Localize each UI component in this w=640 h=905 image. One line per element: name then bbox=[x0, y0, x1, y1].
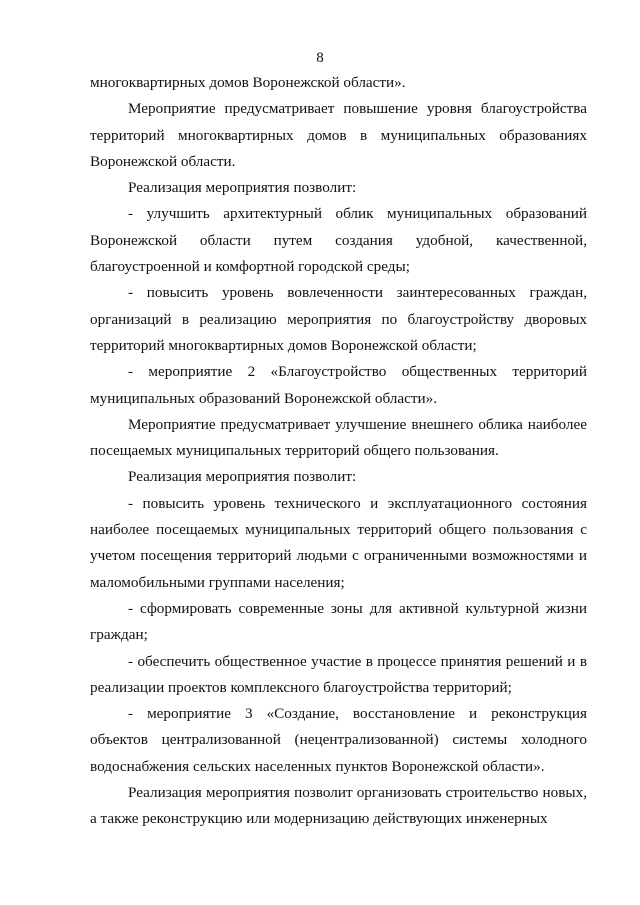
page-number: 8 bbox=[316, 50, 324, 66]
list-item: - повысить уровень технического и эксплуатационного состояния наиболее посещаемых муниципальных территорий общего пользования с учетом посещения территорий людьми с ограниченными возможностями и маломобильными группами населения; bbox=[90, 494, 587, 591]
paragraph: Реализация мероприятия позволит: bbox=[128, 468, 357, 486]
paragraph: Реализация мероприятия позволит: bbox=[128, 179, 357, 197]
document-body bbox=[90, 70, 587, 833]
list-item: - мероприятие 3 «Создание, восстановление и реконструкция объектов централизованной (нецентрализованной) системы холодного водоснабжения сельских населенных пунктов Воронежской области». bbox=[90, 705, 587, 775]
paragraph: Мероприятие предусматривает улучшение внешнего облика наиболее посещаемых муниципальных территорий общего пользования. bbox=[90, 415, 587, 460]
paragraph: многоквартирных домов Воронежской области». bbox=[90, 74, 406, 91]
list-item: - улучшить архитектурный облик муниципальных образований Воронежской области путем создания удобной, качественной, благоустроенной и комфортной городской среды; bbox=[90, 205, 587, 276]
paragraph: Реализация мероприятия позволит организовать строительство новых, а также реконструкцию или модернизацию действующих инженерных bbox=[90, 784, 587, 828]
list-item: - обеспечить общественное участие в процессе принятия решений и в реализации проектов комплексного благоустройства территорий; bbox=[90, 652, 587, 696]
paragraph: Мероприятие предусматривает повышение уровня благоустройства территорий многоквартирных домов в муниципальных образованиях Воронежской области. bbox=[90, 100, 587, 170]
list-item: - повысить уровень вовлеченности заинтересованных граждан, организаций в реализацию мероприятия по благоустройству дворовых территорий многоквартирных домов Воронежской области; bbox=[90, 284, 587, 354]
list-item: - мероприятие 2 «Благоустройство общественных территорий муниципальных образований Воронежской области». bbox=[90, 363, 587, 407]
list-item: - сформировать современные зоны для активной культурной жизни граждан; bbox=[90, 599, 587, 644]
